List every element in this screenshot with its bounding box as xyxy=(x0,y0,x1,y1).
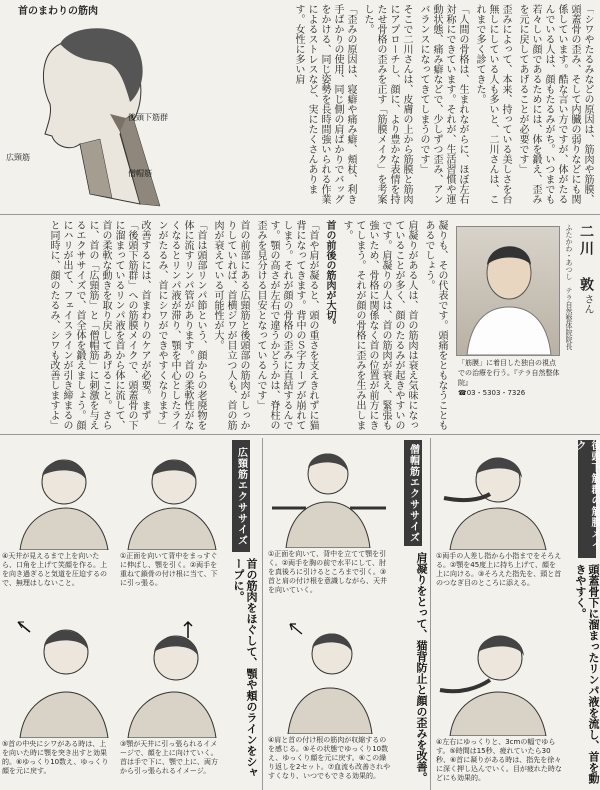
step-caption: ①正面を向いて、背中を立てて顎を引く。②両手を胸の前で水平にして、肘を真後ろに引けるところまで引く。③首と肩の付け根を意識しながら、天井を向いていく。 xyxy=(268,550,387,594)
section-band: 広頸筋エクササイズ xyxy=(232,440,250,552)
step-caption: ⑤首の中央にシワがある時は、上を向いた時に顎を突き出すと効果的。⑥ゆっくり10数え、ゆっくり顔を元に戻す。 xyxy=(2,740,109,775)
exercise-figure xyxy=(266,614,392,734)
section-band: 後頭下筋群の筋膜メイク xyxy=(578,440,596,558)
section-headline: 肩凝りをとって、猫背防止と顔の歪みを改善。 xyxy=(415,552,428,783)
profile-name: 二川 敦 xyxy=(578,224,594,294)
intro-paragraph: 「シワやたるみなどの原因は、筋肉や筋膜、頭蓋骨の歪み、そして内臓の弱りなどにも関係しています。酷な言い方ですが、体がたるんでいる人は、顔もたるみがち。いつまでも若々しい顔であるためには、体を鍛え、歪みを元に戻してあげることが必要です」 xyxy=(517,4,593,204)
suboccipital-section xyxy=(434,438,600,790)
profile-ruby-affiliation xyxy=(564,224,574,424)
intro-paragraph: 「歪みの原因は、寝癖や痛み癖、頬杖、利き手ばかりの使用、同じ側の肩ばかりでバッグをかける、同じ姿勢を長時間強いられる作業によるストレスなど、実にたくさんあります。女性に多い肩 xyxy=(293,4,356,204)
doctor-portrait xyxy=(457,227,559,355)
intro-paragraph: 歪みによって、本来、持っている美しさを台無しにしている人も多いと、二川さんは、これまで多く診てきた。 xyxy=(474,4,511,204)
step-caption: ③顎が天井に引っ張られるイメージで、顔を上に向けていく。首は手で下に、顎で上に、両方から引っ張られるイメージ。 xyxy=(120,740,218,775)
profile-photo xyxy=(456,226,560,356)
profile-ruby: ふたかわ・あつし xyxy=(565,224,573,280)
body-subheading: 首の前後の筋肉が大切。 xyxy=(324,220,335,330)
profile-affiliation: テラ自然整体院院長 xyxy=(565,287,573,350)
divider xyxy=(430,438,431,790)
exercise-figure xyxy=(434,614,562,736)
label-platysma: 広頸筋 xyxy=(6,153,30,162)
body-paragraph: 凝りも、その代表です。頭痛をともなうこともあるでしょう。 xyxy=(423,220,447,430)
divider xyxy=(0,434,600,435)
body-paragraph: 肩凝りがある人は、首の筋肉は衰え気味になっていることが多く、顔のたるみが起きやすいのです。肩凝りの人は、首の筋肉が衰え、緊張も強いため、骨格に関係なく首の位置が前方にきてしまう。それが顔の骨格に歪みを生み出します。 xyxy=(341,220,417,430)
section-headline: 首の筋肉をほぐして、顎や頬のラインをシャープに。 xyxy=(232,558,258,778)
body-paragraph: 改善するには、首まわりのケアが必要。まず「後頭下筋群」への筋膜メイクで、頭蓋骨の下に溜まっているリンパ液を首から体に流して、首の柔軟な動きを取り戻してあげること。さらに、首の「広頸筋」と「僧帽筋」に刺激を与えるエクササイズで、首全体を鍛えましょう。顔にハリが出て、フェイスラインが引き締まるのと同時に、顔のたるみ、シワも改善しますよ」 xyxy=(48,220,150,430)
exercise-figure xyxy=(0,438,112,550)
exercise-figure xyxy=(118,438,226,550)
photo-caption-text: 「筋膜」に着目した独自の視点での治療を行う。『テラ自然整体院』 xyxy=(458,359,560,387)
anatomy-figure xyxy=(0,0,170,210)
profile-photo-caption xyxy=(458,358,562,398)
body-paragraph: 「首は頭部リンパ節という、顔からの老廃物を体に流すリンパ管があります。首の柔軟性がなくなるとリンパ液が滞り、顎を中心としたラインがたるみ、首にシワができやすくなります」 xyxy=(156,220,206,430)
profile-phone[interactable]: ☎03・5303・7326 xyxy=(458,389,526,397)
intro-text xyxy=(176,4,594,210)
section-headline: 頭蓋骨下に溜まったリンパ液を流し、首を動きやすく。 xyxy=(574,564,600,784)
label-trapezius: 僧帽筋 xyxy=(128,169,152,178)
step-caption: ④肩と首の付け根の筋肉が収縮するのを感じる。⑤その状態でゆっくり10数え、ゆっくり顔を元に戻す。⑥この繰り返しを2セット。⑦血流も改善されやすくなり、いつでもできる効果的。 xyxy=(268,736,391,780)
section-band: 僧帽筋エクササイズ xyxy=(404,440,422,546)
body-paragraph: 「首や肩が凝ると、頭の重さを支えきれずに猫背になってきます。背中のＳ字カーブが崩れてしまう。それが顔の骨格の歪みに直結するんです。顎の高さが左右で違うかどうかは、脊柱の歪みを見分ける目安となっているんです」 xyxy=(255,220,318,430)
intro-paragraph: 「人間の骨格は、生まれながらに、ほぼ左右対称にできています。それが、生活習慣や運動状態、痛み癖などで、少しずつ歪み、アンバランスになってきてしまうのです」 xyxy=(418,4,468,204)
exercise-figure xyxy=(0,608,112,738)
profile-box xyxy=(454,220,598,430)
body-paragraph: 首の前部にある広頸筋と後頭部の筋肉がしっかりしていれば、首横ジワが目立つ人も、首の筋肉が衰えている可能性が大。 xyxy=(212,220,249,430)
label-suboccipital: 後頭下筋群 xyxy=(128,113,168,122)
step-caption: ④左右にゆっくりと、3cmの幅でゆらす。⑤時間は15秒、疲れていたら30秒、⑥首に凝りがある時は、指先を徐々に深く押し込んでいく。目が疲れた時などにも効果的。 xyxy=(436,738,562,782)
step-caption: ①正面を向いて背中をまっすぐに伸ばし、顎を引く。②両手を重ねて鎖骨の付け根に当て、下に引っ張る。 xyxy=(120,552,218,587)
step-caption: ①両手の人差し指から小指までをそろえる。②顎を45度上に持ち上げて、顔を上に向ける。③そろえた指先を、頭と首のつなぎ目のところに添える。 xyxy=(436,552,562,587)
trapezius-section xyxy=(266,438,428,790)
intro-paragraph: そこで二川さんは、皮膚の上から筋膜と筋肉にアプローチし、顔に、より豊かな表情を持たせ骨格の歪みを正す「筋膜メイク」を考案した。 xyxy=(362,4,412,204)
exercise-figure xyxy=(434,438,562,550)
platysma-section xyxy=(0,438,262,790)
body-text xyxy=(8,220,448,430)
step-caption: ④天井が見えるまで上を向いたら、口角を上げて笑顔を作る。上を向き過ぎると気道を圧迫するので、無理はしないこと。 xyxy=(2,552,107,587)
divider xyxy=(262,438,263,790)
divider xyxy=(0,214,600,215)
anatomy-title: 首のまわりの筋肉 xyxy=(18,6,98,17)
exercise-figure xyxy=(118,608,226,738)
exercise-figure xyxy=(266,438,392,548)
profile-suffix: さん xyxy=(582,294,593,314)
